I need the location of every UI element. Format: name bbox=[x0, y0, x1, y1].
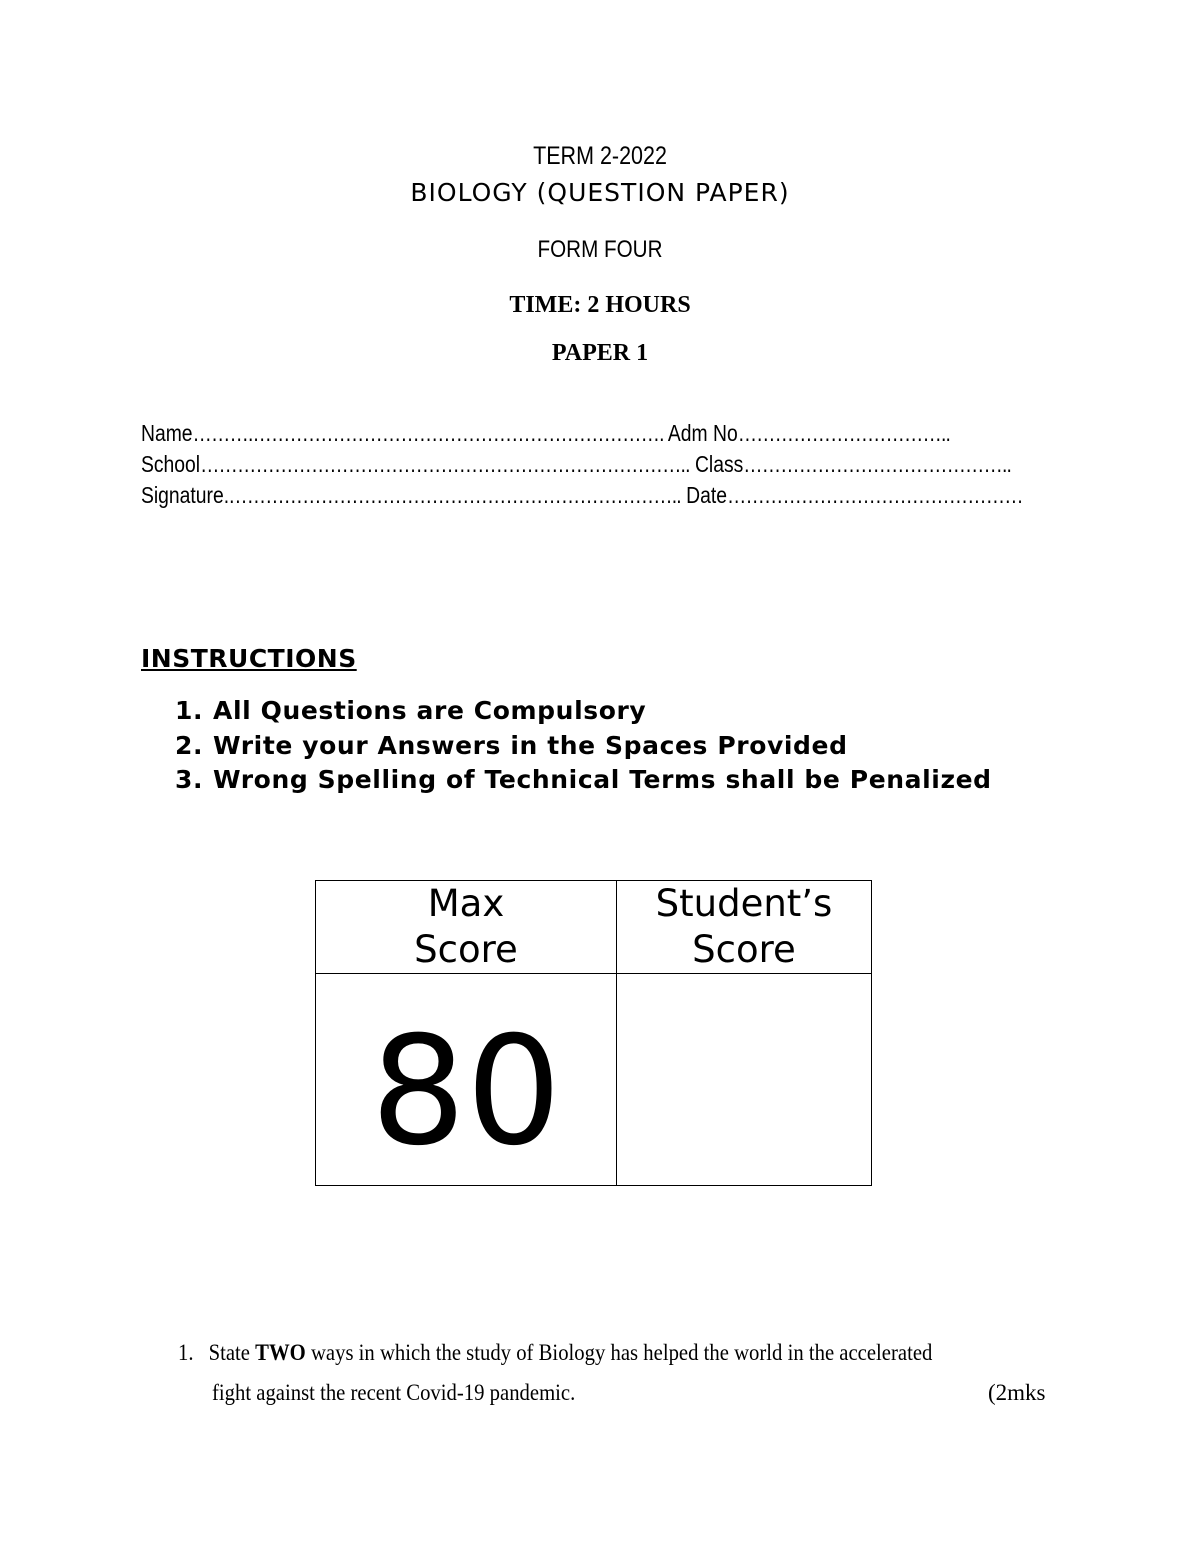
term-label: TERM 2-2022 bbox=[533, 142, 667, 170]
instruction-text: Write your Answers in the Spaces Provided bbox=[213, 731, 848, 760]
student-score-header-line2: Score bbox=[692, 928, 796, 971]
name-label: Name bbox=[141, 420, 193, 446]
adm-label: Adm No bbox=[667, 420, 738, 446]
question-text-rest: ways in which the study of Biology has helped the world in the accelerated bbox=[305, 1340, 933, 1365]
instruction-item bbox=[175, 765, 992, 794]
paper-title: BIOLOGY (QUESTION PAPER) bbox=[410, 178, 790, 207]
form-label: FORM FOUR bbox=[537, 236, 663, 263]
question-number: 1. bbox=[178, 1340, 194, 1365]
instruction-number: 3. bbox=[175, 765, 204, 794]
instruction-item bbox=[175, 696, 646, 725]
instructions-heading: INSTRUCTIONS bbox=[141, 644, 357, 673]
max-score-header-line1: Max bbox=[427, 882, 505, 925]
max-score-value: 80 bbox=[370, 1004, 562, 1179]
date-label: Date bbox=[686, 482, 728, 508]
max-score-cell bbox=[316, 974, 617, 1186]
date-field[interactable]: ………………………………………… bbox=[727, 482, 1023, 508]
paper-number: PAPER 1 bbox=[551, 340, 649, 366]
name-adm-row bbox=[141, 420, 950, 447]
school-label: School bbox=[141, 451, 201, 477]
time-label: TIME: 2 HOURS bbox=[509, 292, 691, 318]
question-1-line1 bbox=[178, 1340, 932, 1366]
class-field[interactable]: …………………………………….. bbox=[743, 451, 1012, 477]
student-score-cell[interactable] bbox=[617, 974, 872, 1186]
instruction-text: All Questions are Compulsory bbox=[213, 696, 647, 725]
max-score-header-line2: Score bbox=[414, 928, 518, 971]
instruction-text: Wrong Spelling of Technical Terms shall be Penalized bbox=[213, 765, 992, 794]
instruction-item bbox=[175, 731, 848, 760]
adm-field[interactable]: …………………………….. bbox=[737, 420, 951, 446]
signature-label: Signature bbox=[141, 482, 224, 508]
signature-field[interactable]: .……………………………………………………………….. bbox=[223, 482, 681, 508]
name-field[interactable]: ……….…………………………………………………………. bbox=[192, 420, 664, 446]
max-score-header bbox=[316, 881, 617, 974]
school-field[interactable]: …………………………………………………………………….. bbox=[200, 451, 690, 477]
student-score-header-line1: Student’s bbox=[655, 882, 833, 925]
instruction-number: 1. bbox=[175, 696, 204, 725]
question-emphasis: TWO bbox=[255, 1340, 306, 1365]
signature-date-row bbox=[141, 482, 1023, 509]
class-label: Class bbox=[694, 451, 744, 477]
instruction-number: 2. bbox=[175, 731, 204, 760]
question-1-line2: fight against the recent Covid-19 pandemic. bbox=[212, 1380, 576, 1405]
school-class-row bbox=[141, 451, 1011, 478]
student-score-header bbox=[617, 881, 872, 974]
question-text-start: State bbox=[208, 1340, 256, 1365]
score-table bbox=[315, 880, 872, 1186]
question-1-marks: (2mks bbox=[988, 1380, 1046, 1405]
